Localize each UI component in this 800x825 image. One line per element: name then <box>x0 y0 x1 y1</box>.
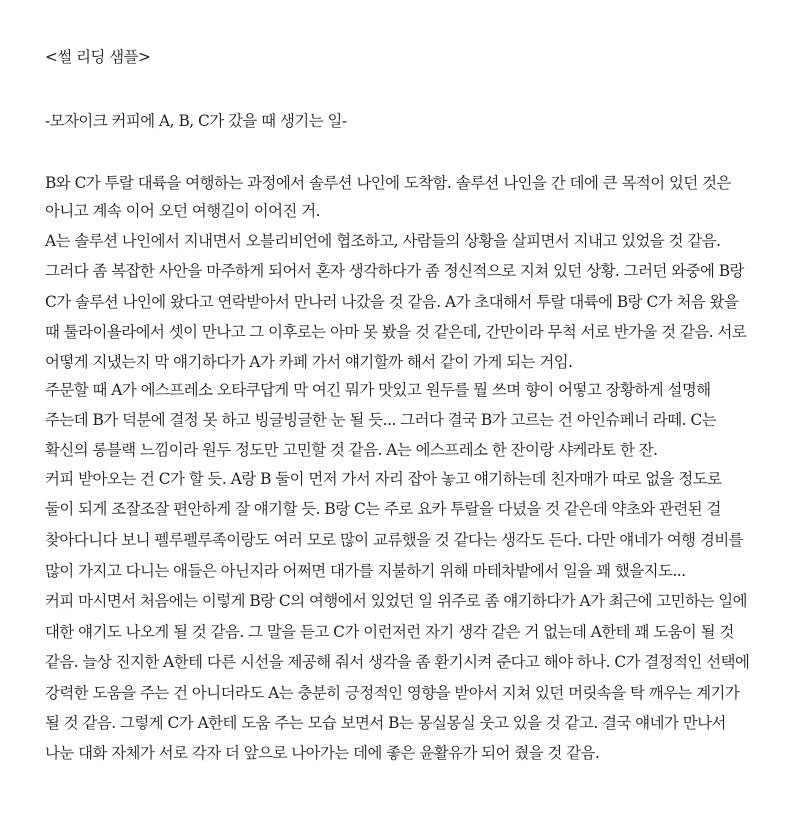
paragraph-line: 둘이 되게 조잘조잘 편안하게 잘 얘기할 듯. B랑 C는 주로 요카 투랄을 다녔을 것 같은데 약초와 관련된 걸 <box>45 500 721 518</box>
paragraph-line: 커피 마시면서 처음에는 이렇게 B랑 C의 여행에서 있었던 일 위주로 좀 얘기하다가 A가 최근에 고민하는 일에 <box>45 592 748 610</box>
paragraph-line: 나눈 대화 자체가 서로 각자 더 앞으로 나아가는 데에 좋은 윤활유가 되어 줬을 것 같음. <box>45 744 600 762</box>
paragraph-line: 때 툴라이욜라에서 셋이 만나고 그 이후로는 아마 못 봤을 것 같은데, 간만이라 무척 서로 반가울 것 같음. 서로 <box>45 323 747 341</box>
paragraph-line: 그러다 좀 복잡한 사안을 마주하게 되어서 혼자 생각하다가 좀 정신적으로 지쳐 있던 상황. 그러던 와중에 B랑 <box>45 262 744 280</box>
paragraph-line: 대한 얘기도 나오게 될 것 같음. 그 말을 듣고 C가 이런저런 자기 생각 같은 거 없는데 A한테 꽤 도움이 될 것 <box>45 623 734 641</box>
paragraph-line: 주는데 B가 덕분에 결정 못 하고 빙글빙글한 눈 될 듯... 그러다 결국 B가 고르는 건 아인슈페너 라떼. C는 <box>45 411 717 429</box>
document-subtitle: -모자이크 커피에 A, B, C가 갔을 때 생기는 일- <box>45 112 347 130</box>
paragraph-line: 많이 가지고 다니는 애들은 아닌지라 어쩌면 대가를 지불하기 위해 마테차밭에서 일을 꽤 했을지도... <box>45 562 686 580</box>
paragraph-line: C가 솔루션 나인에 왔다고 연락받아서 만나러 나갔을 것 같음. A가 초대해서 투랄 대륙에 B랑 C가 처음 왔을 <box>45 293 739 311</box>
paragraph-line: 찾아다니다 보니 펠루펠루족이랑도 여러 모로 많이 교류했을 것 같다는 생각도 든다. 다만 얘네가 여행 경비를 <box>45 531 744 549</box>
document-title: <썰 리딩 샘플> <box>45 48 151 66</box>
paragraph-line: 강력한 도움을 주는 건 아니더라도 A는 충분히 긍정적인 영향을 받아서 지쳐 있던 머릿속을 탁 깨우는 계기가 <box>45 684 740 702</box>
paragraph-line: 확신의 롱블랙 느낌이라 원두 정도만 고민할 것 같음. A는 에스프레소 한 잔이랑 샤케라토 한 잔. <box>45 441 658 459</box>
paragraph-line: 같음. 늘상 진지한 A한테 다른 시선을 제공해 줘서 생각을 좀 환기시켜 준다고 해야 하나. C가 결정적인 선택에 <box>45 653 750 671</box>
paragraph-line: 아니고 계속 이어 오던 여행길이 이어진 거. <box>45 202 320 220</box>
paragraph-line: 커피 받아오는 건 C가 할 듯. A랑 B 둘이 먼저 가서 자리 잡아 놓고 얘기하는데 친자매가 따로 없을 정도로 <box>45 470 722 488</box>
paragraph-line: 될 것 같음. 그렇게 C가 A한테 도움 주는 모습 보면서 B는 몽실몽실 웃고 있을 것 같고. 결국 얘네가 만나서 <box>45 714 726 732</box>
paragraph-line: 어떻게 지냈는지 막 얘기하다가 A가 카페 가서 얘기할까 해서 같이 가게 되는 거임. <box>45 353 573 371</box>
paragraph-line: 주문할 때 A가 에스프레소 오타쿠답게 막 여긴 뭐가 맛있고 원두를 뭘 쓰며 향이 어떻고 장황하게 설명해 <box>45 381 711 399</box>
paragraph-line: B와 C가 투랄 대륙을 여행하는 과정에서 솔루션 나인에 도착함. 솔루션 나인을 간 데에 큰 목적이 있던 것은 <box>45 174 731 192</box>
paragraph-line: A는 솔루션 나인에서 지내면서 오블리비언에 협조하고, 사람들의 상황을 살피면서 지내고 있었을 것 같음. <box>45 232 721 250</box>
